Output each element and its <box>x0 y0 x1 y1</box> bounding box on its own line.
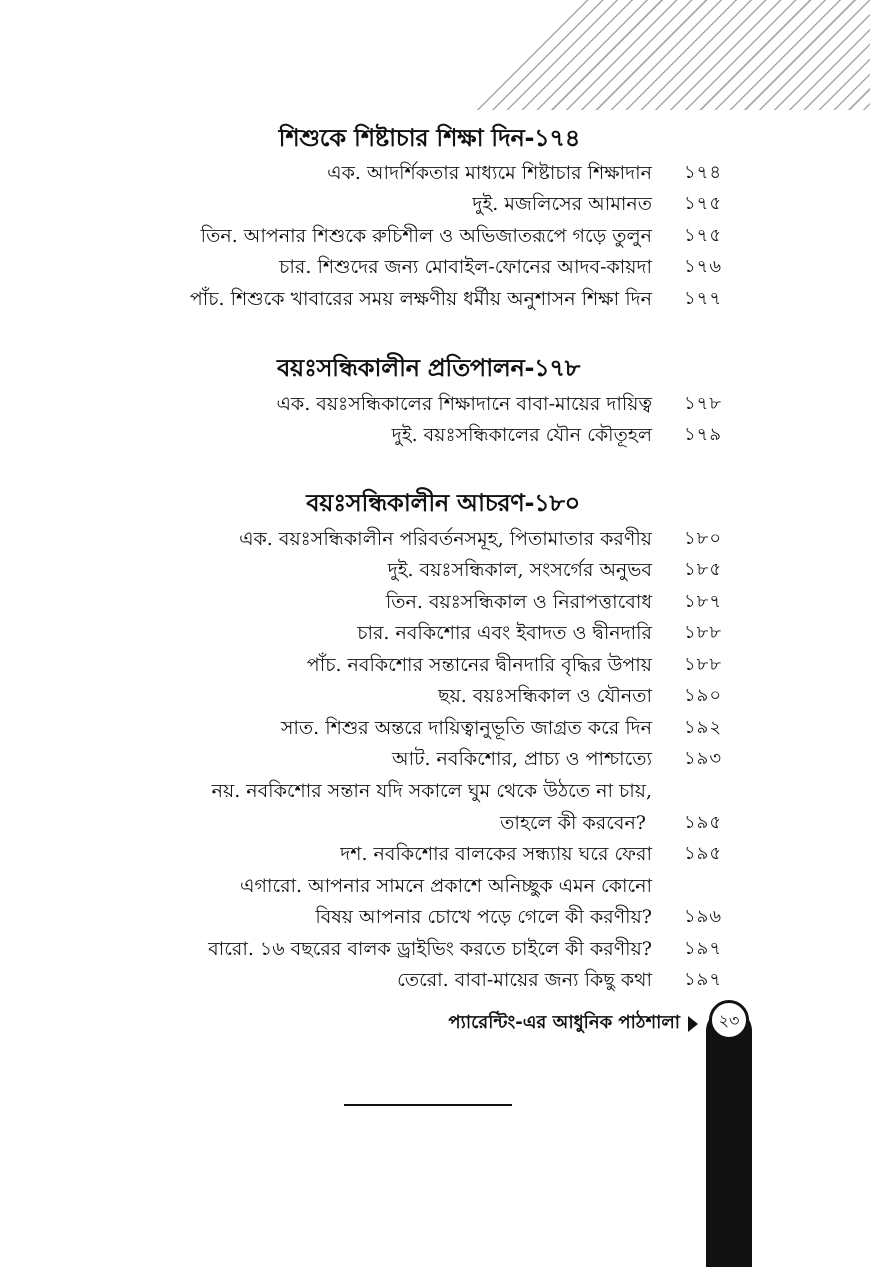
toc-entry <box>0 776 870 806</box>
toc-entry-title: এক. বয়ঃসন্ধিকালের শিক্ষাদানে বাবা-মায়ের দায়িত্ব <box>276 393 652 415</box>
toc-entry <box>0 158 870 188</box>
toc-entry-title: বিষয় আপনার চোখে পড়ে গেলে কী করণীয়? <box>315 906 652 928</box>
toc-entry-page: ১৭৫ <box>684 193 723 214</box>
toc-entry-title: দুই. মজলিসের আমানত <box>472 193 652 215</box>
toc-entry <box>0 252 870 282</box>
toc-entry-page: ১৮০ <box>684 528 723 549</box>
toc-entry-title: বারো. ১৬ বছরের বালক ড্রাইভিং করতে চাইলে কী করণীয়? <box>208 938 652 960</box>
toc-entry-title: তেরো. বাবা-মায়ের জন্য কিছু কথা <box>397 969 652 991</box>
toc-entry <box>0 524 870 554</box>
toc-entry <box>0 808 870 838</box>
toc-entry <box>0 902 870 932</box>
section-heading: শিশুকে শিষ্টাচার শিক্ষা দিন-১৭৪ <box>278 124 580 152</box>
toc-entry-title: দুই. বয়ঃসন্ধিকালের যৌন কৌতূহল <box>391 424 652 446</box>
toc-entry-title: সাত. শিশুর অন্তরে দায়িত্বানুভূতি জাগ্রত করে দিন <box>280 717 652 739</box>
toc-entry-page: ১৭৯ <box>684 424 723 445</box>
toc-entry <box>0 555 870 585</box>
toc-entry <box>0 713 870 743</box>
toc-entry-title: এক. আদর্শিকতার মাধ্যমে শিষ্টাচার শিক্ষাদান <box>327 162 652 184</box>
toc-entry-page: ১৯২ <box>684 717 723 738</box>
toc-entry-title: নয়. নবকিশোর সন্তান যদি সকালে ঘুম থেকে উঠতে না চায়, <box>211 780 652 802</box>
toc-entry-page: ১৯০ <box>684 685 723 706</box>
toc-entry-page: ১৮৭ <box>684 591 723 612</box>
toc-entry <box>0 189 870 219</box>
toc-entry-title: দশ. নবকিশোর বালকের সন্ধ্যায় ঘরে ফেরা <box>340 843 652 865</box>
toc-entry <box>0 650 870 680</box>
toc-entry-title: পাঁচ. শিশুকে খাবারের সময় লক্ষণীয় ধর্মীয় অনুশাসন শিক্ষা দিন <box>189 288 652 310</box>
toc-entry-page: ১৭৫ <box>684 225 723 246</box>
toc-entry-page: ১৯৫ <box>684 812 723 833</box>
toc-entry-title: তাহলে কী করবেন? <box>500 812 646 834</box>
toc-entry-title: তিন. আপনার শিশুকে রুচিশীল ও অভিজাতরূপে গড়ে তুলুন <box>200 225 652 247</box>
toc-entry-title: এক. বয়ঃসন্ধিকালীন পরিবর্তনসমূহ, পিতামাতার করণীয় <box>239 528 652 550</box>
toc-entry-title: দুই. বয়ঃসন্ধিকাল, সংসর্গের অনুভব <box>387 559 652 581</box>
toc-entry-page: ১৮৮ <box>684 622 723 643</box>
toc-entry-title: চার. শিশুদের জন্য মোবাইল-ফোনের আদব-কায়দা <box>279 256 652 278</box>
toc-entry <box>0 587 870 617</box>
toc-entry-page: ১৯৬ <box>684 906 723 927</box>
toc-entry <box>0 681 870 711</box>
toc-entry <box>0 965 870 995</box>
toc-entry <box>0 284 870 314</box>
section-heading: বয়ঃসন্ধিকালীন প্রতিপালন-১৭৮ <box>276 354 580 382</box>
toc-entry-title: এগারো. আপনার সামনে প্রকাশে অনিচ্ছুক এমন কোনো <box>240 875 652 897</box>
toc-entry-title: চার. নবকিশোর এবং ইবাদত ও দ্বীনদারি <box>357 622 652 644</box>
toc-entry-page: ১৭৮ <box>684 393 723 414</box>
toc-entry-page: ১৭৪ <box>684 162 723 183</box>
toc-entry <box>0 420 870 450</box>
toc-entry-title: আট. নবকিশোর, প্রাচ্য ও পাশ্চাত্যে <box>391 748 652 770</box>
footer-book-title: প্যারেন্টিং-এর আধুনিক পাঠশালা <box>448 1012 680 1033</box>
toc-entry <box>0 839 870 869</box>
toc-entry-page: ১৭৭ <box>684 288 723 309</box>
triangle-right-icon <box>688 1016 698 1032</box>
toc-entry <box>0 871 870 901</box>
toc-entry <box>0 389 870 419</box>
toc-entry-page: ১৯৩ <box>684 748 723 769</box>
section-heading: বয়ঃসন্ধিকালীন আচরণ-১৮০ <box>306 489 580 517</box>
toc-entry-title: পাঁচ. নবকিশোর সন্তানের দ্বীনদারি বৃদ্ধির উপায় <box>306 654 652 676</box>
divider-line <box>344 1104 512 1106</box>
toc-entry <box>0 934 870 964</box>
toc-entry <box>0 744 870 774</box>
page-tab <box>706 1008 752 1267</box>
toc-entry-page: ১৯৫ <box>684 843 723 864</box>
toc-entry-page: ১৯৭ <box>684 938 723 959</box>
toc-entry-page: ১৮৮ <box>684 654 723 675</box>
toc-entry-page: ১৮৫ <box>684 559 723 580</box>
toc-entry <box>0 618 870 648</box>
toc-entry-page: ১৯৭ <box>684 969 723 990</box>
toc-entry <box>0 221 870 251</box>
page-number: ২৩ <box>718 1011 740 1030</box>
decorative-hatch-pattern <box>470 0 870 110</box>
toc-entry-page: ১৭৬ <box>684 256 723 277</box>
toc-entry-title: ছয়. বয়ঃসন্ধিকাল ও যৌনতা <box>438 685 652 707</box>
toc-entry-title: তিন. বয়ঃসন্ধিকাল ও নিরাপত্তাবোধ <box>385 591 652 613</box>
